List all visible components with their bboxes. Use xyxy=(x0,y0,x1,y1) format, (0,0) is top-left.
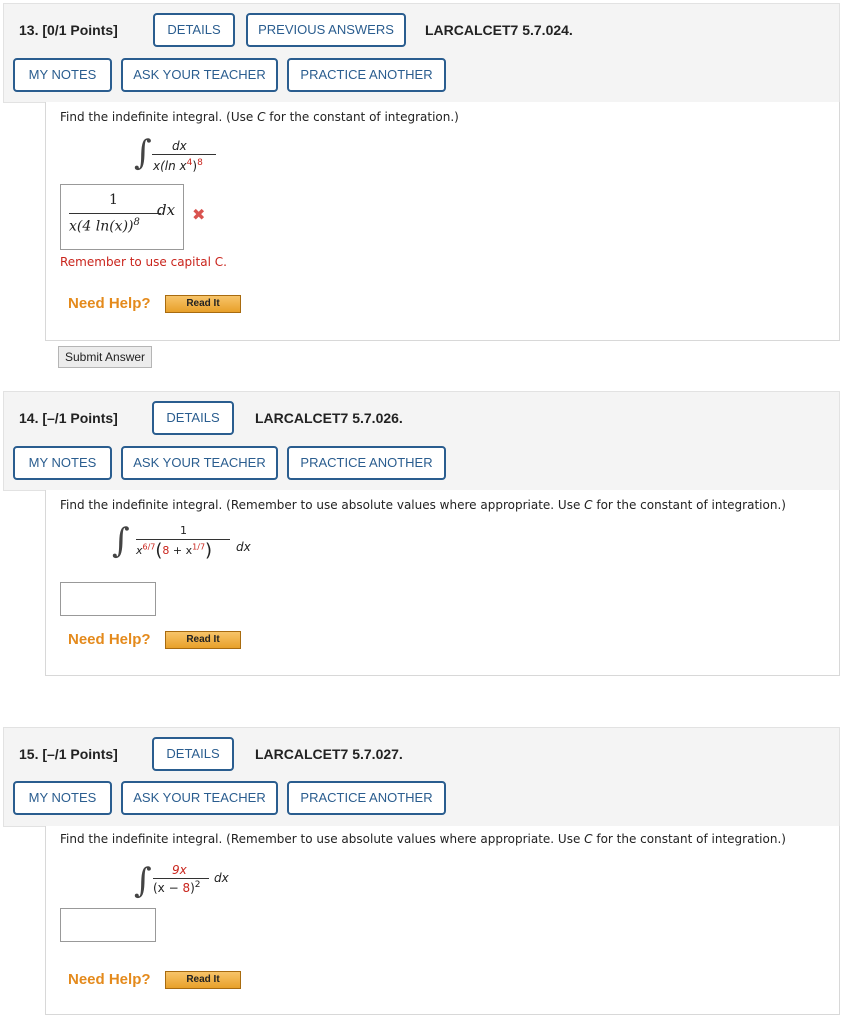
details-button[interactable]: DETAILS xyxy=(152,401,234,435)
integrand-denominator: $(x - 8)^2$ xyxy=(153,880,201,895)
integrand-numerator: 1 xyxy=(180,524,187,537)
integrand-denominator: x(ln $x^4)^8$ xyxy=(153,158,203,173)
my-notes-button[interactable]: MY NOTES xyxy=(13,781,112,815)
integrand-denominator: $x^{6/7}(8 + x^{1/7})$ xyxy=(136,540,213,561)
question-14-code: LARCALCET7 5.7.026. xyxy=(255,410,403,426)
need-help-label: Need Help? xyxy=(68,295,151,312)
need-help-label: Need Help? xyxy=(68,971,151,988)
entered-answer-box[interactable] xyxy=(60,184,184,250)
details-button[interactable]: DETAILS xyxy=(153,13,235,47)
need-help-label: Need Help? xyxy=(68,631,151,648)
question-14-title: 14. [–/1 Points] xyxy=(19,410,118,426)
answer-differential: dx xyxy=(157,201,176,219)
ask-your-teacher-button[interactable]: ASK YOUR TEACHER xyxy=(121,781,278,815)
submit-answer-button[interactable]: Submit Answer xyxy=(58,346,152,368)
answer-input[interactable] xyxy=(60,582,156,616)
integral-sign: ∫ xyxy=(134,861,152,901)
question-prompt: Find the indefinite integral. (Remember to use absolute values where appropriate. Use C for the constant of integration.) xyxy=(60,832,786,846)
previous-answers-button[interactable]: PREVIOUS ANSWERS xyxy=(246,13,406,47)
my-notes-button[interactable]: MY NOTES xyxy=(13,58,112,92)
my-notes-button[interactable]: MY NOTES xyxy=(13,446,112,480)
fraction-bar xyxy=(153,878,209,879)
integral-sign: ∫ xyxy=(112,521,130,561)
answer-denominator: x(4 ln(x))$^8$ xyxy=(69,217,140,235)
question-15-title: 15. [–/1 Points] xyxy=(19,746,118,762)
question-13-title: 13. [0/1 Points] xyxy=(19,22,118,38)
error-message: Remember to use capital C. xyxy=(60,255,227,269)
question-13-body xyxy=(45,102,840,341)
answer-numerator: 1 xyxy=(109,192,118,208)
fraction-bar xyxy=(152,154,216,155)
practice-another-button[interactable]: PRACTICE ANOTHER xyxy=(287,446,446,480)
read-it-button[interactable]: Read It xyxy=(165,971,241,989)
integrand-numerator: 9x xyxy=(172,863,187,877)
practice-another-button[interactable]: PRACTICE ANOTHER xyxy=(287,58,446,92)
question-prompt: Find the indefinite integral. (Remember to use absolute values where appropriate. Use C for the constant of integration.) xyxy=(60,498,786,512)
read-it-button[interactable]: Read It xyxy=(165,295,241,313)
integrand-differential: dx xyxy=(214,871,229,885)
question-14-body xyxy=(45,490,840,676)
integrand-numerator: dx xyxy=(172,139,187,153)
question-13-code: LARCALCET7 5.7.024. xyxy=(425,22,573,38)
integrand-differential: dx xyxy=(236,540,251,554)
answer-fraction-bar xyxy=(69,213,161,214)
cross-icon: ✖ xyxy=(192,205,206,224)
ask-your-teacher-button[interactable]: ASK YOUR TEACHER xyxy=(121,58,278,92)
details-button[interactable]: DETAILS xyxy=(152,737,234,771)
question-prompt: Find the indefinite integral. (Use C for the constant of integration.) xyxy=(60,110,459,124)
read-it-button[interactable]: Read It xyxy=(165,631,241,649)
integral-sign: ∫ xyxy=(134,133,152,173)
question-15-body xyxy=(45,826,840,1015)
ask-your-teacher-button[interactable]: ASK YOUR TEACHER xyxy=(121,446,278,480)
practice-another-button[interactable]: PRACTICE ANOTHER xyxy=(287,781,446,815)
answer-input[interactable] xyxy=(60,908,156,942)
question-15-code: LARCALCET7 5.7.027. xyxy=(255,746,403,762)
